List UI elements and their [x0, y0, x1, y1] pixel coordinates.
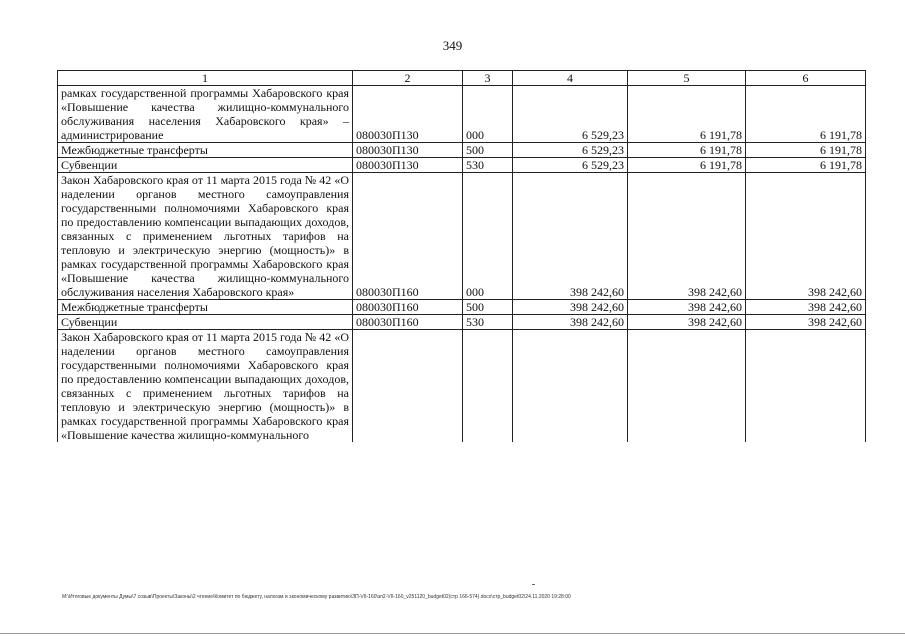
header-cell-1: 1 — [58, 71, 353, 86]
row-amount-1 — [513, 330, 628, 443]
row-expense-kind: 530 — [463, 315, 513, 330]
row-target-code: 080030П160 — [353, 315, 463, 330]
page-edge-line — [0, 633, 905, 634]
row-target-code: 080030П130 — [353, 86, 463, 143]
table-row — [58, 330, 866, 443]
row-description: Закон Хабаровского края от 11 марта 2015 года № 42 «О наделении органов местного самоуправления государственными полномочиями Хабаровского края по предоставлению компенсации выпадающих доходов, связанных с применением льготных тарифов на тепловую и электрическую энергию (мощность)» в рамках государственной программы Хабаровского края «Повышение качества жилищно-коммунального обслуживания населения Хабаровского края» — [58, 173, 353, 300]
row-description: Межбюджетные трансферты — [58, 300, 353, 315]
row-amount-1: 6 529,23 — [513, 143, 628, 158]
row-expense-kind: 500 — [463, 143, 513, 158]
row-expense-kind: 500 — [463, 300, 513, 315]
row-amount-3: 6 191,78 — [746, 143, 866, 158]
table-row — [58, 315, 866, 330]
row-amount-2: 6 191,78 — [628, 86, 746, 143]
document-path-footer: M:\Итоговые документы Думы\7 созыв\Проекты\Законы\2 чтение\Комитет по бюджету, налогам и экономическому развитию\ЗП-VII-160\зп2-VII-160_v251120_budget02(стр 166-574).docx\стр_budget02\24.11.2020 19:28:00 — [62, 594, 571, 600]
row-description: Субвенции — [58, 158, 353, 173]
header-cell-2: 2 — [353, 71, 463, 86]
row-description: Субвенции — [58, 315, 353, 330]
row-amount-3: 6 191,78 — [746, 86, 866, 143]
header-cell-5: 5 — [628, 71, 746, 86]
table-row — [58, 158, 866, 173]
row-expense-kind — [463, 330, 513, 443]
row-description: Межбюджетные трансферты — [58, 143, 353, 158]
table-row — [58, 300, 866, 315]
footer-mark — [532, 584, 535, 585]
budget-table — [57, 70, 866, 442]
row-amount-2: 398 242,60 — [628, 315, 746, 330]
row-description: Закон Хабаровского края от 11 марта 2015 года № 42 «О наделении органов местного самоуправления государственными полномочиями Хабаровского края по предоставлению компенсации выпадающих доходов, связанных с применением льготных тарифов на тепловую и электрическую энергию (мощность)» в рамках государственной программы Хабаровского края «Повышение качества жилищно-коммунального — [58, 330, 353, 443]
row-target-code — [353, 330, 463, 443]
row-amount-1: 6 529,23 — [513, 86, 628, 143]
header-row — [58, 71, 866, 86]
row-expense-kind: 530 — [463, 158, 513, 173]
header-cell-3: 3 — [463, 71, 513, 86]
row-amount-3: 6 191,78 — [746, 158, 866, 173]
row-amount-1: 398 242,60 — [513, 300, 628, 315]
row-expense-kind: 000 — [463, 86, 513, 143]
header-cell-4: 4 — [513, 71, 628, 86]
row-target-code: 080030П130 — [353, 158, 463, 173]
row-amount-2: 398 242,60 — [628, 173, 746, 300]
row-description: рамках государственной программы Хабаровского края «Повышение качества жилищно-коммунального обслуживания населения Хабаровского края» – администрирование — [58, 86, 353, 143]
row-expense-kind: 000 — [463, 173, 513, 300]
row-amount-1: 6 529,23 — [513, 158, 628, 173]
row-amount-3: 398 242,60 — [746, 300, 866, 315]
row-amount-2: 6 191,78 — [628, 158, 746, 173]
row-amount-1: 398 242,60 — [513, 315, 628, 330]
table-row — [58, 143, 866, 158]
row-amount-3: 398 242,60 — [746, 315, 866, 330]
header-cell-6: 6 — [746, 71, 866, 86]
row-amount-1: 398 242,60 — [513, 173, 628, 300]
page-number: 349 — [442, 38, 463, 53]
row-target-code: 080030П160 — [353, 300, 463, 315]
row-target-code: 080030П160 — [353, 173, 463, 300]
row-amount-2: 6 191,78 — [628, 143, 746, 158]
row-amount-3 — [746, 330, 866, 443]
table-row — [58, 86, 866, 143]
row-target-code: 080030П130 — [353, 143, 463, 158]
table-row — [58, 173, 866, 300]
row-amount-2 — [628, 330, 746, 443]
row-amount-2: 398 242,60 — [628, 300, 746, 315]
row-amount-3: 398 242,60 — [746, 173, 866, 300]
